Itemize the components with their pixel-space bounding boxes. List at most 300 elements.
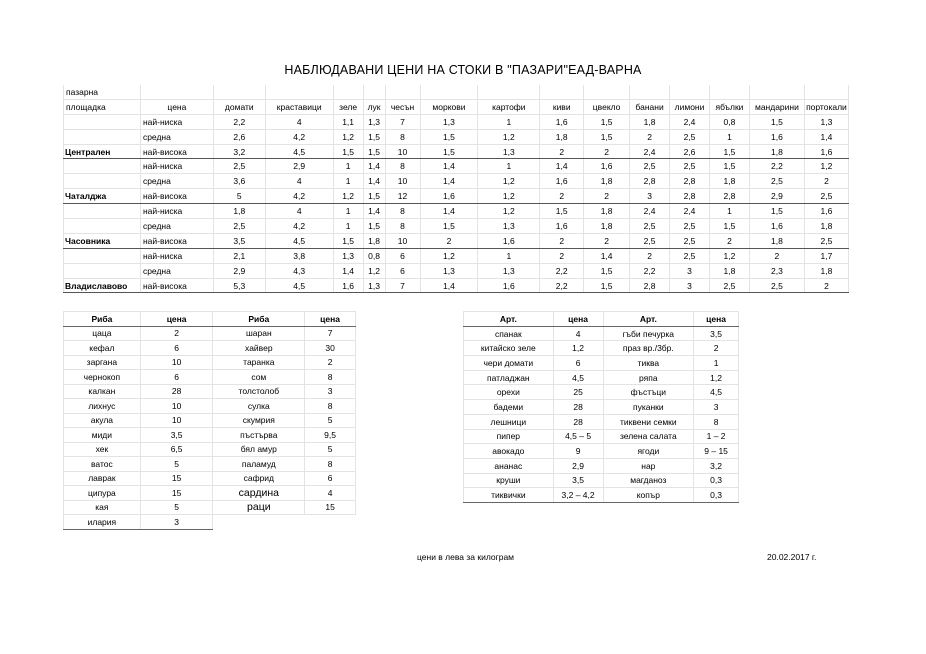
empty-cell	[64, 129, 141, 144]
item-price: 0,3	[694, 488, 739, 503]
item-price: 2	[140, 326, 213, 341]
price-cell: 2,5	[670, 219, 710, 234]
price-cell: 8	[385, 129, 420, 144]
item-price: 4,5	[553, 370, 603, 385]
table-row	[64, 219, 849, 234]
price-cell: 1,6	[540, 174, 584, 189]
item-price: 1 – 2	[694, 429, 739, 444]
item-name: китайско зеле	[464, 341, 554, 356]
item-name: спанак	[464, 326, 554, 341]
price-level-label: най-ниска	[140, 204, 213, 219]
price-cell: 7	[385, 114, 420, 129]
price-cell: 1,8	[540, 129, 584, 144]
item-name: лихнус	[64, 399, 141, 414]
price-cell: 2	[584, 144, 630, 159]
item-name: ципура	[64, 486, 141, 501]
price-cell: 1,5	[420, 144, 478, 159]
item-name: тиквички	[464, 488, 554, 503]
table-row	[64, 159, 849, 174]
empty-cell	[64, 159, 141, 174]
item-name: шаран	[213, 326, 305, 341]
price-cell: 1	[478, 114, 540, 129]
price-cell: 2,5	[670, 248, 710, 263]
item-name: чери домати	[464, 356, 554, 371]
item-price: 6	[305, 471, 356, 486]
table-row	[64, 486, 356, 501]
price-cell: 2,5	[670, 129, 710, 144]
table-row	[464, 458, 739, 473]
table-row	[464, 444, 739, 459]
table-row	[64, 471, 356, 486]
price-unit-note: цени в лева за килограм	[417, 552, 515, 562]
price-cell: 3	[670, 278, 710, 293]
item-price: 9 – 15	[694, 444, 739, 459]
price-cell: 2,2	[749, 159, 804, 174]
item-price: 15	[140, 471, 213, 486]
price-cell: 1,5	[749, 204, 804, 219]
price-cell: 8	[385, 204, 420, 219]
price-cell: 2,9	[749, 189, 804, 204]
column-header: зеле	[333, 99, 363, 114]
price-cell: 1,3	[333, 248, 363, 263]
price-cell: 2,5	[749, 278, 804, 293]
item-name: кефал	[64, 341, 141, 356]
price-cell: 2,6	[670, 144, 710, 159]
price-cell: 1,2	[804, 159, 848, 174]
price-cell: 1,4	[804, 129, 848, 144]
item-price: 4	[305, 486, 356, 501]
table-row	[64, 129, 849, 144]
table-row	[64, 114, 849, 129]
price-cell: 2,5	[213, 219, 265, 234]
column-header: чесън	[385, 99, 420, 114]
price-cell: 1,6	[749, 219, 804, 234]
price-cell: 2,8	[670, 174, 710, 189]
item-name: пуканки	[603, 400, 694, 415]
item-name: лешници	[464, 414, 554, 429]
item-price: 28	[140, 384, 213, 399]
table-row	[64, 413, 356, 428]
item-price: 2,9	[553, 458, 603, 473]
price-cell: 1,3	[420, 114, 478, 129]
price-cell: 1,4	[420, 174, 478, 189]
item-name: копър	[603, 488, 694, 503]
price-cell: 10	[385, 233, 420, 248]
item-price: 5	[140, 500, 213, 515]
price-cell: 4,5	[265, 144, 333, 159]
header-cell: пазарна	[64, 85, 141, 99]
price-cell: 1,5	[540, 204, 584, 219]
table-row	[64, 233, 849, 248]
price-level-label: най-ниска	[140, 248, 213, 263]
price-cell: 2,5	[630, 233, 670, 248]
empty-cell	[64, 248, 141, 263]
price-level-label: средна	[140, 129, 213, 144]
price-cell: 1,6	[333, 278, 363, 293]
price-cell: 4,2	[265, 129, 333, 144]
item-price: 28	[553, 414, 603, 429]
price-cell: 2	[420, 233, 478, 248]
item-price: 2	[305, 355, 356, 370]
item-price	[305, 515, 356, 530]
item-name: круши	[464, 473, 554, 488]
item-price: 5	[140, 457, 213, 472]
item-price: 6	[553, 356, 603, 371]
item-price: 9	[553, 444, 603, 459]
table-row	[64, 248, 849, 263]
price-cell: 1,3	[363, 114, 385, 129]
column-header: моркови	[420, 99, 478, 114]
price-cell: 1,5	[420, 129, 478, 144]
price-cell: 2,1	[213, 248, 265, 263]
header-cell: площадка	[64, 99, 141, 114]
table-row	[464, 429, 739, 444]
price-cell: 2,5	[804, 233, 848, 248]
price-cell: 2,9	[213, 263, 265, 278]
table-row	[464, 341, 739, 356]
item-price: 10	[140, 355, 213, 370]
price-cell: 1	[478, 159, 540, 174]
price-cell: 2	[540, 248, 584, 263]
price-cell: 4,3	[265, 263, 333, 278]
price-cell: 2,5	[709, 278, 749, 293]
price-cell: 1,5	[584, 114, 630, 129]
item-name: хек	[64, 442, 141, 457]
item-price: 2	[694, 341, 739, 356]
item-price: 7	[305, 326, 356, 341]
price-cell: 2,5	[630, 159, 670, 174]
price-cell: 1	[333, 219, 363, 234]
price-cell: 2,4	[630, 144, 670, 159]
price-cell: 10	[385, 144, 420, 159]
item-price: 6,5	[140, 442, 213, 457]
price-cell: 2	[540, 189, 584, 204]
item-price: 3	[140, 515, 213, 530]
item-price: 10	[140, 399, 213, 414]
item-name: патладжан	[464, 370, 554, 385]
price-level-label: най-висока	[140, 189, 213, 204]
price-cell: 1,4	[363, 174, 385, 189]
price-cell: 1	[478, 248, 540, 263]
price-cell: 2	[584, 189, 630, 204]
price-cell: 1,2	[333, 189, 363, 204]
price-cell: 2	[804, 174, 848, 189]
price-cell: 4,5	[265, 233, 333, 248]
item-name: сардина	[213, 486, 305, 501]
item-name: орехи	[464, 385, 554, 400]
price-cell: 3	[630, 189, 670, 204]
item-name: сафрид	[213, 471, 305, 486]
item-price: 3,2	[694, 458, 739, 473]
price-cell: 1,2	[333, 129, 363, 144]
column-header: краставици	[265, 99, 333, 114]
column-header: цена	[140, 99, 213, 114]
price-cell: 1,8	[213, 204, 265, 219]
item-name: лаврак	[64, 471, 141, 486]
price-level-label: най-висока	[140, 278, 213, 293]
price-cell: 1,6	[478, 278, 540, 293]
price-cell: 12	[385, 189, 420, 204]
item-price: 0,3	[694, 473, 739, 488]
price-cell: 1,2	[478, 129, 540, 144]
empty-cell	[64, 263, 141, 278]
column-header: цена	[553, 312, 603, 327]
item-name: акула	[64, 413, 141, 428]
item-price: 4	[553, 326, 603, 341]
table-row	[464, 473, 739, 488]
price-cell: 2,2	[630, 263, 670, 278]
item-name: илария	[64, 515, 141, 530]
table-row	[64, 204, 849, 219]
item-price: 5	[305, 413, 356, 428]
price-cell: 2,5	[670, 159, 710, 174]
price-cell: 6	[385, 248, 420, 263]
table-row	[64, 144, 849, 159]
item-price: 5	[305, 442, 356, 457]
table-row	[64, 457, 356, 472]
table-row	[64, 326, 356, 341]
price-level-label: най-ниска	[140, 159, 213, 174]
price-cell: 1,4	[540, 159, 584, 174]
item-name: сом	[213, 370, 305, 385]
item-name: ананас	[464, 458, 554, 473]
price-cell: 1,6	[540, 114, 584, 129]
table-row	[64, 442, 356, 457]
price-cell: 1	[333, 174, 363, 189]
item-name: бадеми	[464, 400, 554, 415]
price-cell: 1,2	[478, 189, 540, 204]
price-cell: 1,5	[709, 219, 749, 234]
price-cell: 1,6	[420, 189, 478, 204]
price-cell: 5	[213, 189, 265, 204]
price-cell: 2	[630, 248, 670, 263]
empty-cell	[64, 204, 141, 219]
item-price: 10	[140, 413, 213, 428]
item-name: таранка	[213, 355, 305, 370]
table-row	[64, 384, 356, 399]
price-cell: 2,4	[670, 114, 710, 129]
price-cell: 2,5	[749, 174, 804, 189]
price-cell: 2,6	[213, 129, 265, 144]
price-cell: 1,3	[478, 219, 540, 234]
price-cell: 1,4	[363, 204, 385, 219]
item-price: 3,5	[140, 428, 213, 443]
column-header: ябълки	[709, 99, 749, 114]
price-cell: 1,5	[363, 219, 385, 234]
price-cell: 1,5	[584, 278, 630, 293]
item-name: праз вр./3бр.	[603, 341, 694, 356]
item-name: сулка	[213, 399, 305, 414]
item-name: кая	[64, 500, 141, 515]
market-name: Владиславово	[64, 278, 141, 293]
price-cell: 1,3	[478, 144, 540, 159]
column-header: банани	[630, 99, 670, 114]
price-cell: 1,8	[749, 144, 804, 159]
column-header: картофи	[478, 99, 540, 114]
price-cell: 1,6	[478, 233, 540, 248]
price-cell: 4,2	[265, 219, 333, 234]
price-cell: 1,4	[420, 159, 478, 174]
price-cell: 3	[670, 263, 710, 278]
item-price: 8	[305, 457, 356, 472]
column-header: Арт.	[603, 312, 694, 327]
item-name: паламуд	[213, 457, 305, 472]
price-cell: 2,9	[265, 159, 333, 174]
price-level-label: средна	[140, 219, 213, 234]
column-header: мандарини	[749, 99, 804, 114]
item-name	[213, 515, 305, 530]
market-name: Централен	[64, 144, 141, 159]
market-prices-table	[63, 85, 849, 293]
table-row	[464, 326, 739, 341]
price-cell: 1,4	[333, 263, 363, 278]
price-cell: 1,3	[804, 114, 848, 129]
item-name: ягоди	[603, 444, 694, 459]
page-title: НАБЛЮДАВАНИ ЦЕНИ НА СТОКИ В "ПАЗАРИ"ЕАД-ВАРНА	[284, 63, 642, 77]
price-cell: 2,8	[670, 189, 710, 204]
table-row	[464, 488, 739, 503]
item-name: раци	[213, 500, 305, 515]
price-cell: 4	[265, 114, 333, 129]
table-row	[464, 356, 739, 371]
price-cell: 1,8	[804, 219, 848, 234]
price-cell: 1,5	[333, 144, 363, 159]
price-cell: 0,8	[709, 114, 749, 129]
item-name: ватос	[64, 457, 141, 472]
price-level-label: средна	[140, 174, 213, 189]
price-cell: 8	[385, 219, 420, 234]
item-price: 25	[553, 385, 603, 400]
item-price: 1,2	[694, 370, 739, 385]
price-cell: 2	[749, 248, 804, 263]
price-cell: 1,8	[584, 204, 630, 219]
item-name: магданоз	[603, 473, 694, 488]
price-cell: 2,2	[540, 278, 584, 293]
column-header: лук	[363, 99, 385, 114]
price-cell: 2	[584, 233, 630, 248]
price-cell: 1,7	[804, 248, 848, 263]
fish-prices-table	[63, 311, 356, 530]
item-price: 4,5	[694, 385, 739, 400]
item-price: 6	[140, 370, 213, 385]
price-cell: 1,5	[709, 159, 749, 174]
table-row	[64, 174, 849, 189]
item-name: миди	[64, 428, 141, 443]
item-name: чернокоп	[64, 370, 141, 385]
price-cell: 7	[385, 278, 420, 293]
column-header: портокали	[804, 99, 848, 114]
price-cell: 1,3	[478, 263, 540, 278]
item-price: 1,2	[553, 341, 603, 356]
item-name: толстолоб	[213, 384, 305, 399]
table-row	[64, 370, 356, 385]
price-cell: 2,4	[630, 204, 670, 219]
price-cell: 2	[630, 129, 670, 144]
item-name: гъби печурка	[603, 326, 694, 341]
empty-cell	[64, 219, 141, 234]
price-cell: 4	[265, 204, 333, 219]
price-cell: 2	[709, 233, 749, 248]
produce-prices-table	[463, 311, 739, 503]
price-cell: 1,4	[420, 204, 478, 219]
item-price: 4,5 – 5	[553, 429, 603, 444]
item-name: цаца	[64, 326, 141, 341]
item-name: тиквени семки	[603, 414, 694, 429]
price-cell: 1,2	[478, 204, 540, 219]
price-cell: 1,5	[363, 144, 385, 159]
column-header: домати	[213, 99, 265, 114]
column-header: Риба	[64, 312, 141, 327]
price-cell: 1	[709, 129, 749, 144]
column-header: лимони	[670, 99, 710, 114]
item-name: заргана	[64, 355, 141, 370]
price-level-label: средна	[140, 263, 213, 278]
item-price: 6	[140, 341, 213, 356]
price-cell: 1,2	[478, 174, 540, 189]
table-row	[64, 355, 356, 370]
price-cell: 5,3	[213, 278, 265, 293]
table-row	[64, 515, 356, 530]
price-cell: 1,5	[709, 144, 749, 159]
price-cell: 2,8	[630, 174, 670, 189]
item-name: нар	[603, 458, 694, 473]
report-date: 20.02.2017 г.	[767, 552, 817, 562]
price-cell: 2,5	[670, 233, 710, 248]
price-cell: 1	[709, 204, 749, 219]
item-name: бял амур	[213, 442, 305, 457]
price-cell: 1,3	[420, 263, 478, 278]
table-row	[64, 278, 849, 293]
price-cell: 2,3	[749, 263, 804, 278]
item-name: авокадо	[464, 444, 554, 459]
item-name: зелена салата	[603, 429, 694, 444]
price-cell: 1,4	[363, 159, 385, 174]
price-cell: 2,2	[213, 114, 265, 129]
item-price: 9,5	[305, 428, 356, 443]
item-price: 8	[694, 414, 739, 429]
table-row	[64, 263, 849, 278]
column-header: цвекло	[584, 99, 630, 114]
price-cell: 3,5	[213, 233, 265, 248]
price-cell: 3,6	[213, 174, 265, 189]
price-cell: 1,8	[584, 219, 630, 234]
market-name: Часовника	[64, 233, 141, 248]
column-header: цена	[694, 312, 739, 327]
price-cell: 10	[385, 174, 420, 189]
price-cell: 1,2	[363, 263, 385, 278]
item-name: хайвер	[213, 341, 305, 356]
price-cell: 1,2	[709, 248, 749, 263]
price-cell: 1	[333, 204, 363, 219]
price-cell: 1,8	[804, 263, 848, 278]
header-row	[64, 312, 356, 327]
price-cell: 4	[265, 174, 333, 189]
price-cell: 2,5	[213, 159, 265, 174]
item-price: 1	[694, 356, 739, 371]
item-price: 3	[305, 384, 356, 399]
item-price: 15	[140, 486, 213, 501]
price-cell: 1,5	[584, 129, 630, 144]
price-cell: 8	[385, 159, 420, 174]
price-cell: 2,8	[630, 278, 670, 293]
price-cell: 1,1	[333, 114, 363, 129]
empty-cell	[64, 114, 141, 129]
price-cell: 1,8	[584, 174, 630, 189]
item-price: 3,5	[553, 473, 603, 488]
column-header: Арт.	[464, 312, 554, 327]
table-row	[64, 428, 356, 443]
item-name: калкан	[64, 384, 141, 399]
